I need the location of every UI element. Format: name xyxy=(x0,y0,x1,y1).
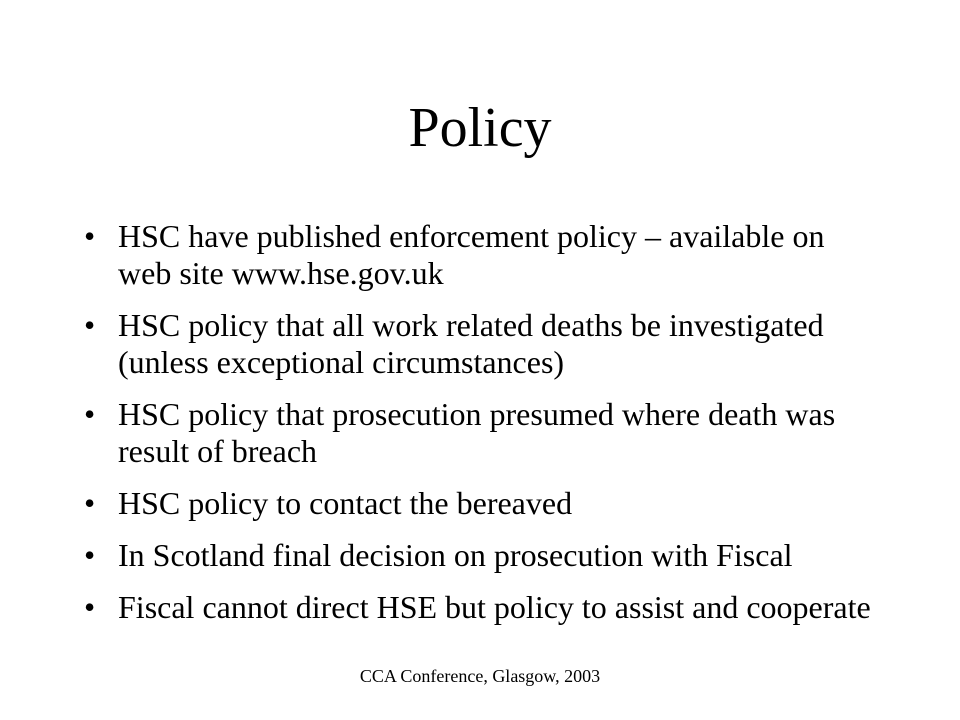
bullet-item xyxy=(84,537,884,574)
bullet-text: In Scotland final decision on prosecution with Fiscal xyxy=(118,537,793,573)
bullet-text: HSC have published enforcement policy – available on web site www.hse.gov.uk xyxy=(118,218,825,291)
bullet-icon: • xyxy=(84,218,96,254)
bullet-item xyxy=(84,218,884,292)
slide-footer: CCA Conference, Glasgow, 2003 xyxy=(359,666,601,686)
bullet-text: Fiscal cannot direct HSE but policy to assist and cooperate xyxy=(118,589,871,625)
bullet-text: HSC policy that prosecution presumed where death was result of breach xyxy=(118,396,836,469)
bullet-list xyxy=(84,218,884,641)
bullet-text: HSC policy that all work related deaths be investigated (unless exceptional circumstances) xyxy=(118,307,824,380)
bullet-icon: • xyxy=(84,396,96,432)
bullet-icon: • xyxy=(84,589,96,625)
bullet-icon: • xyxy=(84,307,96,343)
bullet-icon: • xyxy=(84,485,96,521)
bullet-item xyxy=(84,307,884,381)
bullet-icon: • xyxy=(84,537,96,573)
bullet-item xyxy=(84,485,884,522)
bullet-item xyxy=(84,589,884,626)
bullet-item xyxy=(84,396,884,470)
slide-title: Policy xyxy=(408,97,552,159)
bullet-text: HSC policy to contact the bereaved xyxy=(118,485,573,521)
